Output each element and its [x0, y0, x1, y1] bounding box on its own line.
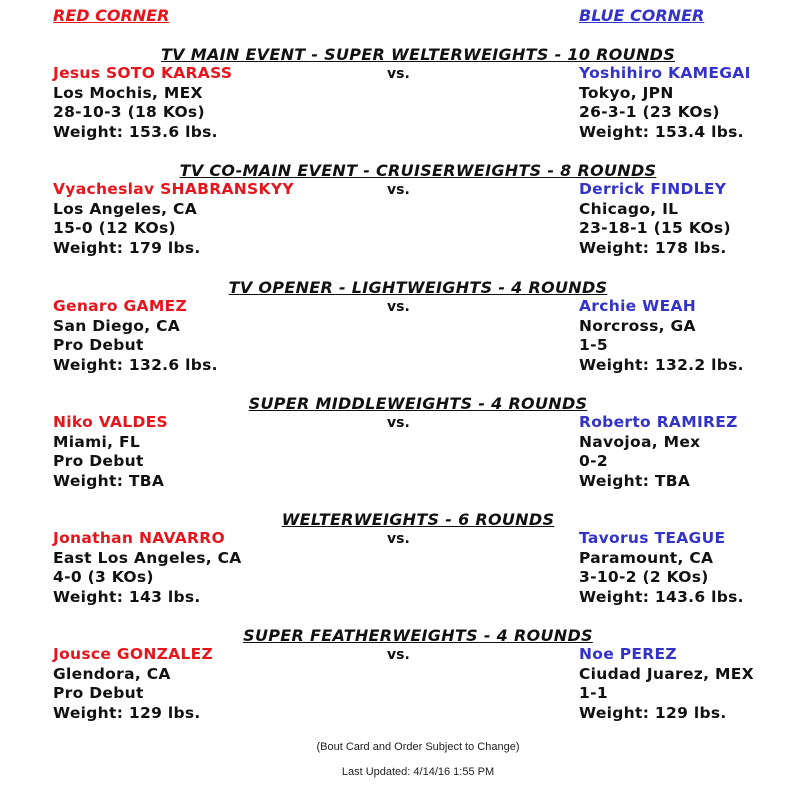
fighter-record: 28-10-3 (18 KOs) — [53, 103, 205, 121]
bout-title: TV CO-MAIN EVENT - CRUISERWEIGHTS - 8 ROUNDS — [179, 161, 657, 180]
fighter-record: 1-1 — [579, 684, 608, 702]
fighter-record: Pro Debut — [53, 684, 144, 702]
bout-title: WELTERWEIGHTS - 6 ROUNDS — [281, 510, 555, 529]
fighter-hometown: Norcross, GA — [579, 316, 696, 335]
fighter-weight: Weight: 179 lbs. — [53, 238, 201, 257]
blue-fighter — [579, 529, 744, 607]
versus-label: vs. — [387, 415, 410, 431]
fighter-name: Genaro GAMEZ — [53, 297, 187, 315]
bout-card — [0, 511, 800, 623]
versus-label: vs. — [387, 299, 410, 315]
fighter-weight: Weight: 153.4 lbs. — [579, 122, 744, 141]
fighter-hometown: Chicago, IL — [579, 199, 679, 218]
fighter-hometown: East Los Angeles, CA — [53, 548, 242, 567]
bout-title: TV MAIN EVENT - SUPER WELTERWEIGHTS - 10 ROUNDS — [160, 45, 676, 64]
fighter-record: 4-0 (3 KOs) — [53, 568, 154, 586]
fighter-hometown: Paramount, CA — [579, 548, 714, 567]
fighter-weight: Weight: 132.6 lbs. — [53, 355, 218, 374]
fighter-name: Archie WEAH — [579, 297, 697, 315]
bout-card — [0, 46, 800, 158]
fighter-weight: Weight: TBA — [579, 471, 691, 490]
blue-fighter — [579, 180, 731, 258]
fighter-name: Derrick FINDLEY — [579, 180, 727, 198]
fighter-weight: Weight: 129 lbs. — [53, 703, 201, 722]
versus-label: vs. — [387, 531, 410, 547]
fighter-weight: Weight: 153.6 lbs. — [53, 122, 218, 141]
fighter-name: Roberto RAMIREZ — [579, 413, 738, 431]
fighter-weight: Weight: 132.2 lbs. — [579, 355, 744, 374]
fighter-record: Pro Debut — [53, 336, 144, 354]
red-fighter — [53, 180, 294, 258]
fighter-hometown: Navojoa, Mex — [579, 432, 701, 451]
fighter-record: 15-0 (12 KOs) — [53, 219, 176, 237]
red-fighter — [53, 64, 232, 142]
blue-fighter — [579, 645, 754, 723]
fighter-hometown: Miami, FL — [53, 432, 141, 451]
fighter-record: 0-2 — [579, 452, 608, 470]
bout-title: TV OPENER - LIGHTWEIGHTS - 4 ROUNDS — [228, 278, 608, 297]
fighter-name: Yoshihiro KAMEGAI — [579, 64, 751, 82]
versus-label: vs. — [387, 647, 410, 663]
fighter-name: Niko VALDES — [53, 413, 168, 431]
last-updated-text: Last Updated: 4/14/16 1:55 PM — [341, 766, 495, 778]
fighter-weight: Weight: TBA — [53, 471, 165, 490]
fighter-weight: Weight: 129 lbs. — [579, 703, 727, 722]
blue-fighter — [579, 297, 744, 375]
fighter-name: Noe PEREZ — [579, 645, 677, 663]
blue-fighter — [579, 413, 738, 491]
versus-label: vs. — [387, 66, 410, 82]
red-fighter — [53, 645, 213, 723]
bout-card — [0, 279, 800, 391]
bout-title: SUPER FEATHERWEIGHTS - 4 ROUNDS — [243, 626, 593, 645]
bout-card — [0, 627, 800, 739]
fighter-name: Vyacheslav SHABRANSKYY — [53, 180, 294, 198]
bout-card — [0, 162, 800, 274]
blue-fighter — [579, 64, 751, 142]
red-corner-heading: RED CORNER — [53, 6, 170, 25]
fighter-weight: Weight: 178 lbs. — [579, 238, 727, 257]
blue-corner-heading: BLUE CORNER — [579, 6, 705, 25]
red-fighter — [53, 297, 218, 375]
red-fighter — [53, 413, 168, 491]
fighter-record: 26-3-1 (23 KOs) — [579, 103, 720, 121]
fighter-weight: Weight: 143 lbs. — [53, 587, 201, 606]
fighter-weight: Weight: 143.6 lbs. — [579, 587, 744, 606]
order-change-note: (Bout Card and Order Subject to Change) — [316, 741, 520, 753]
fighter-name: Jonathan NAVARRO — [53, 529, 225, 547]
fighter-hometown: Los Mochis, MEX — [53, 83, 203, 102]
fighter-name: Tavorus TEAGUE — [579, 529, 726, 547]
fighter-record: Pro Debut — [53, 452, 144, 470]
red-fighter — [53, 529, 242, 607]
fighter-name: Jesus SOTO KARASS — [53, 64, 233, 82]
fighter-name: Jousce GONZALEZ — [53, 645, 214, 663]
fighter-hometown: Glendora, CA — [53, 664, 171, 683]
fighter-hometown: Ciudad Juarez, MEX — [579, 664, 754, 683]
bout-card — [0, 395, 800, 507]
versus-label: vs. — [387, 182, 410, 198]
fighter-hometown: Los Angeles, CA — [53, 199, 197, 218]
fighter-hometown: Tokyo, JPN — [579, 83, 674, 102]
fighter-record: 23-18-1 (15 KOs) — [579, 219, 731, 237]
bout-title: SUPER MIDDLEWEIGHTS - 4 ROUNDS — [248, 394, 588, 413]
fighter-hometown: San Diego, CA — [53, 316, 181, 335]
fighter-record: 1-5 — [579, 336, 608, 354]
fighter-record: 3-10-2 (2 KOs) — [579, 568, 709, 586]
